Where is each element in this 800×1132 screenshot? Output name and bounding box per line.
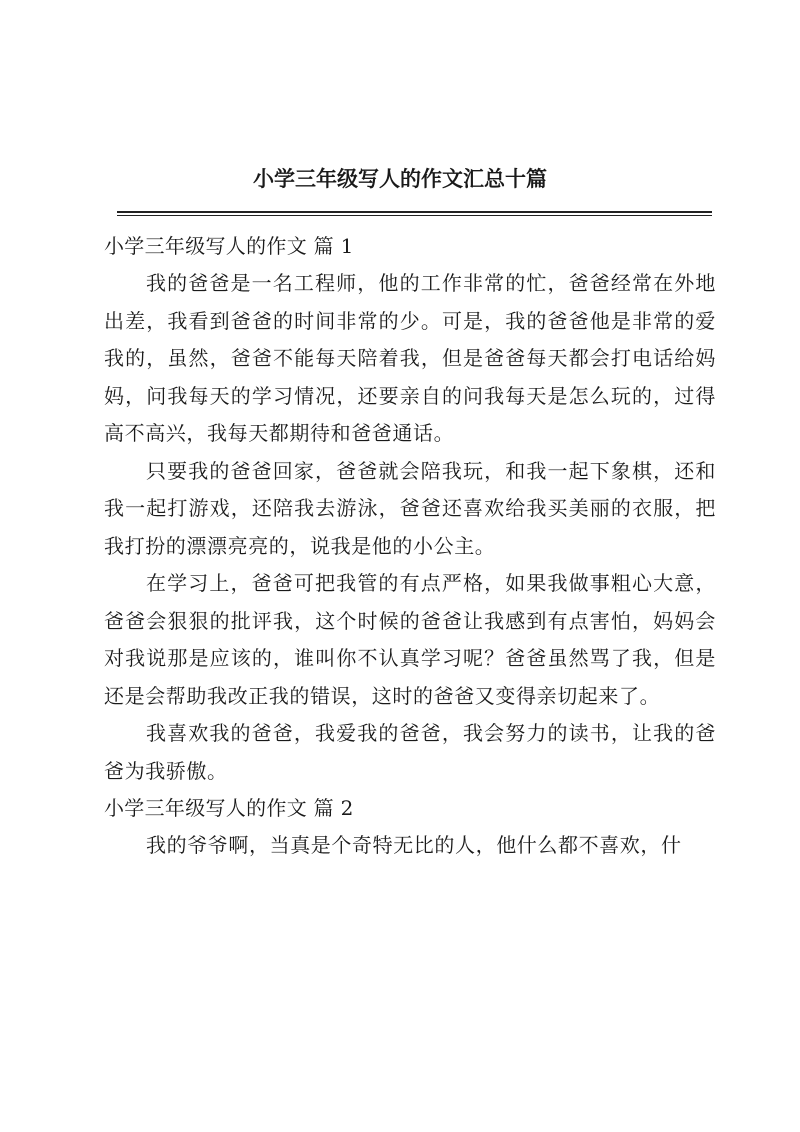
paragraph: 我的爷爷啊，当真是个奇特无比的人，他什么都不喜欢，什 [146,833,682,857]
paragraph: 在学习上，爸爸可把我管的有点严格，如果我做事粗心大意，爸爸会狠狠的批评我，这个时候的爸爸让我感到有点害怕，妈妈会对我说那是应该的，谁叫你不认真学习呢？爸爸虽然骂了我，但是还是会帮助我改正我的错误，这时的爸爸又变得亲切起来了。 [104,571,716,708]
paragraph: 只要我的爸爸回家，爸爸就会陪我玩，和我一起下象棋，还和我一起打游戏，还陪我去游泳，爸爸还喜欢给我买美丽的衣服，把我打扮的漂漂亮亮的，说我是他的小公主。 [104,458,716,558]
document-title: 小学三年级写人的作文汇总十篇 [253,166,547,191]
section-heading-1: 小学三年级写人的作文 篇 1 [104,234,354,258]
section-heading-2: 小学三年级写人的作文 篇 2 [104,796,354,820]
paragraph: 我的爸爸是一名工程师，他的工作非常的忙，爸爸经常在外地出差，我看到爸爸的时间非常的少。可是，我的爸爸他是非常的爱我的，虽然，爸爸不能每天陪着我，但是爸爸每天都会打电话给妈妈，问我每天的学习情况，还要亲自的问我每天是怎么玩的，过得高不高兴，我每天都期待和爸爸通话。 [104,271,716,445]
document-body [104,228,716,865]
title-divider-thin [117,215,712,216]
title-divider-thick [117,211,712,213]
paragraph: 我喜欢我的爸爸，我爱我的爸爸，我会努力的读书，让我的爸爸为我骄傲。 [104,721,716,783]
